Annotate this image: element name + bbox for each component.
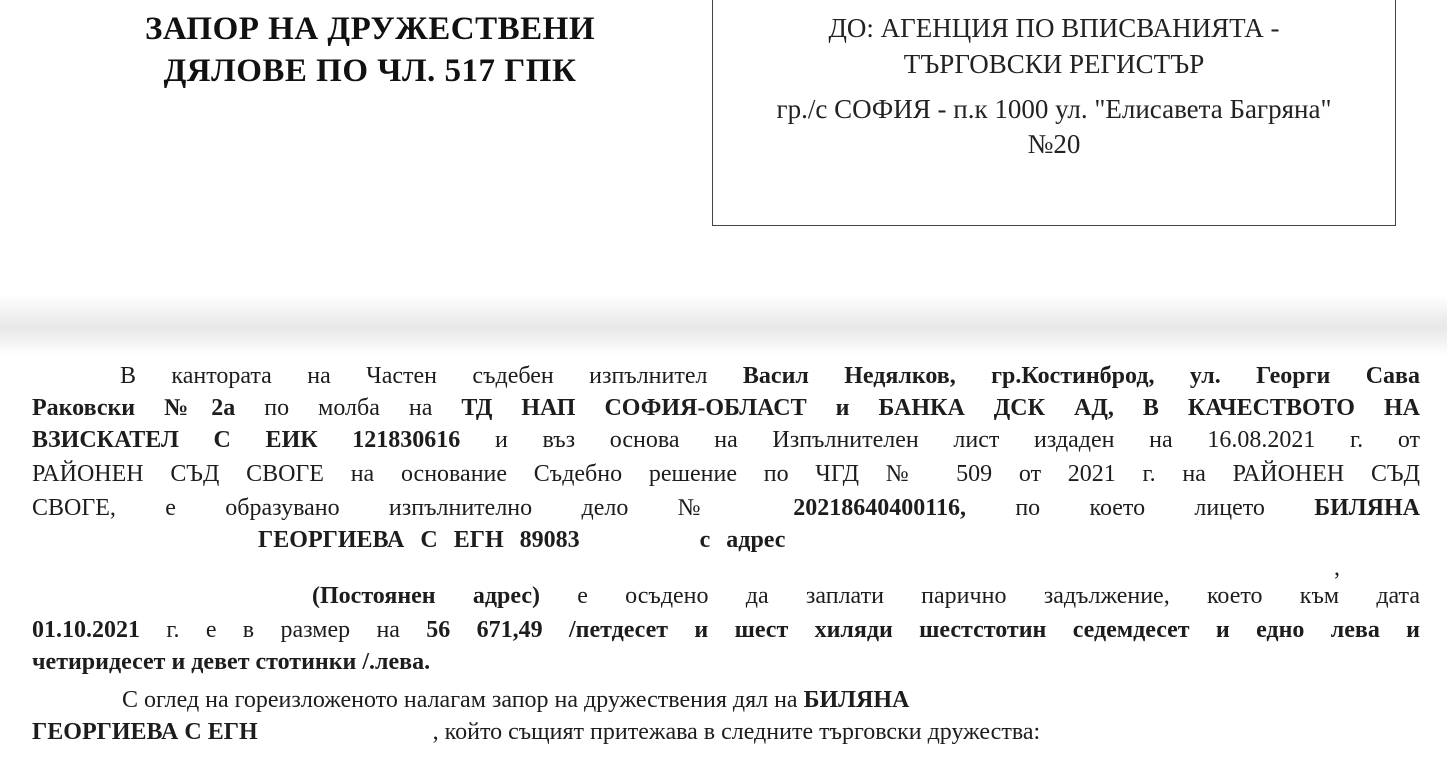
recipient-line-2: ТЪРГОВСКИ РЕГИСТЪР bbox=[903, 49, 1205, 79]
address-label: с адрес bbox=[699, 527, 786, 553]
title-line-2: ДЯЛОВЕ ПО ЧЛ. 517 ГПК bbox=[163, 53, 577, 89]
debtor-first-name: БИЛЯНА bbox=[1314, 495, 1421, 521]
debt-date: 01.10.2021 bbox=[32, 617, 140, 643]
text-segment: СВОГЕ, е образувано изпълнително дело № bbox=[32, 495, 794, 521]
body-line-5 bbox=[32, 492, 1420, 524]
case-number: 20218640400116, bbox=[793, 495, 966, 521]
text-segment: по молба на bbox=[235, 395, 462, 421]
body-line-2 bbox=[32, 392, 1420, 424]
debtor-name-egn: ГЕОРГИЕВА С ЕГН bbox=[32, 719, 258, 745]
text-segment: г. е в размер на bbox=[140, 617, 427, 643]
recipient-line-1: ДО: АГЕНЦИЯ ПО ВПИСВАНИЯТА - bbox=[828, 13, 1280, 43]
recipient-address-line: гр./с СОФИЯ - п.к 1000 ул. "Елисавета Багряна" bbox=[776, 94, 1332, 124]
text-segment: , bbox=[1334, 555, 1340, 581]
text-segment: В кантората на Частен съдебен изпълнител bbox=[120, 363, 743, 389]
recipient-number-line: №20 bbox=[1027, 129, 1081, 159]
bailiff-name-address: Васил Недялков, гр.Костинброд, ул. Георги Сава bbox=[742, 363, 1420, 389]
bailiff-street: Раковски №2а bbox=[32, 395, 236, 421]
text-segment: е осъдено да заплати парично задължение, което към дата bbox=[539, 583, 1420, 609]
creditors: ТД НАП СОФИЯ-ОБЛАСТ и БАНКА ДСК АД, В КАЧЕСТВОТО НА bbox=[461, 395, 1420, 421]
title-line-1: ЗАПОР НА ДРУЖЕСТВЕНИ bbox=[144, 11, 596, 47]
creditor-eik: ВЗИСКАТЕЛ С ЕИК 121830616 bbox=[32, 427, 461, 453]
text-segment: по което лицето bbox=[965, 495, 1315, 521]
document-title bbox=[95, 8, 645, 92]
debtor-first-name: БИЛЯНА bbox=[803, 687, 910, 713]
body-line-8 bbox=[312, 580, 1420, 612]
text-segment: РАЙОНЕН СЪД СВОГЕ на основание Съдебно решение по ЧГД № 509 от 2021 г. на РАЙОНЕН СЪД bbox=[32, 461, 1420, 487]
address-type: (Постоянен адрес) bbox=[312, 583, 540, 609]
debtor-name-egn: ГЕОРГИЕВА С ЕГН 89083 bbox=[258, 527, 580, 553]
text-segment: С оглед на гореизложеното налагам запор на дружествения дял на bbox=[122, 687, 804, 713]
body-line-11 bbox=[122, 684, 909, 716]
redacted-egn bbox=[258, 720, 433, 746]
body-line-10 bbox=[32, 646, 430, 678]
body-line-4 bbox=[32, 458, 1420, 490]
body-line-12 bbox=[32, 716, 1040, 748]
text-segment: и въз основа на Изпълнителен лист издаден на 16.08.2021 г. от bbox=[460, 427, 1420, 453]
body-line-6 bbox=[258, 524, 785, 556]
debt-amount: 56 671,49 /петдесет и шест хиляди шестстотин седемдесет и едно лева и bbox=[426, 617, 1420, 643]
scan-shadow-band bbox=[0, 295, 1447, 355]
text-segment: , който същият притежава в следните търговски дружества: bbox=[432, 719, 1041, 745]
debt-amount-continued: четиридесет и девет стотинки /.лева. bbox=[32, 649, 431, 675]
body-line-9 bbox=[32, 614, 1420, 646]
body-line-3 bbox=[32, 424, 1420, 456]
body-line-1 bbox=[120, 360, 1420, 392]
redacted-egn bbox=[580, 528, 700, 554]
recipient-box bbox=[712, 0, 1396, 226]
